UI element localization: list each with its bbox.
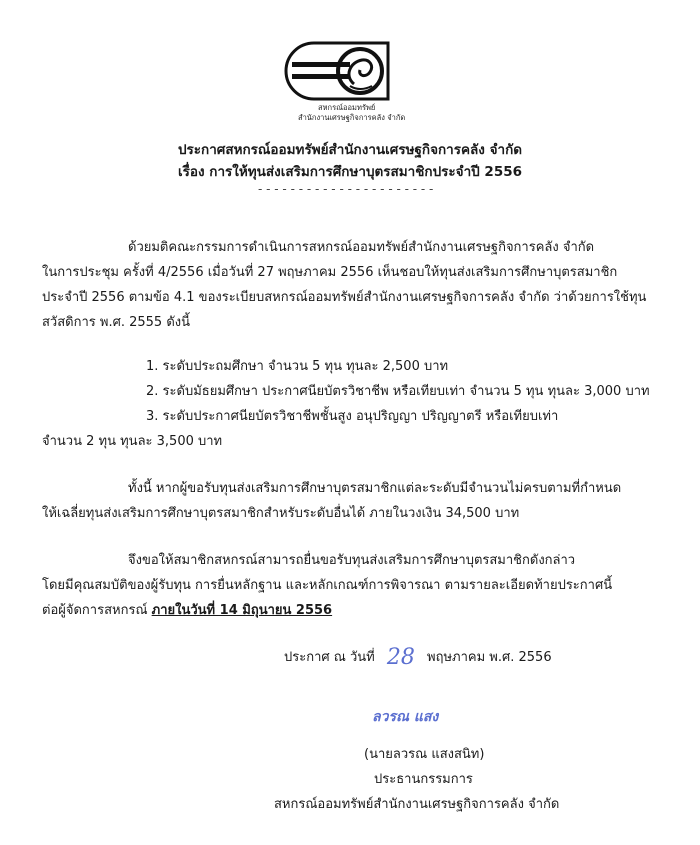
deadline-prefix: ต่อผู้จัดการสหกรณ์ bbox=[42, 603, 152, 618]
paragraph1-line4: สวัสดิการ พ.ศ. 2555 ดังนี้ bbox=[42, 315, 191, 330]
announce-suffix: พฤษภาคม พ.ศ. 2556 bbox=[427, 650, 552, 665]
list-item-continuation: จำนวน 2 ทุน ทุนละ 3,500 บาท bbox=[42, 434, 223, 449]
announcement-title: ประกาศสหกรณ์ออมทรัพย์สำนักงานเศรษฐกิจการคลัง จำกัด bbox=[177, 142, 523, 158]
announcement-subject: เรื่อง การให้ทุนส่งเสริมการศึกษาบุตรสมาชิกประจำปี 2556 bbox=[178, 164, 522, 180]
signer-position: ประธานกรรมการ bbox=[374, 772, 473, 787]
paragraph3-line1: จึงขอให้สมาชิกสหกรณ์สามารถยื่นขอรับทุนส่งเสริมการศึกษาบุตรสมาชิกดังกล่าว bbox=[128, 553, 576, 568]
signature-scribble: ลวรณ แสง bbox=[372, 709, 439, 725]
announce-prefix: ประกาศ ณ วันที่ bbox=[284, 650, 375, 665]
logo-org-line1: สหกรณ์ออมทรัพย์ bbox=[318, 103, 376, 112]
list-item: 1. ระดับประถมศึกษา จำนวน 5 ทุน ทุนละ 2,500 บาท bbox=[146, 359, 449, 374]
title-divider: - - - - - - - - - - - - - - - - - - - - - - bbox=[258, 182, 434, 196]
cooperative-logo bbox=[284, 40, 398, 102]
logo-emblem-icon bbox=[284, 40, 398, 102]
list-item: 3. ระดับประกาศนียบัตรวิชาชีพชั้นสูง อนุปริญญา ปริญญาตรี หรือเทียบเท่า bbox=[146, 409, 559, 424]
signer-name: (นายลวรณ แสงสนิท) bbox=[364, 747, 485, 762]
announce-day-handwritten: 28 bbox=[386, 645, 415, 670]
paragraph2-line1: ทั้งนี้ หากผู้ขอรับทุนส่งเสริมการศึกษาบุตรสมาชิกแต่ละระดับมีจำนวนไม่ครบตามที่กำหนด bbox=[128, 481, 622, 496]
deadline-date: ภายในวันที่ 14 มิถุนายน 2556 bbox=[151, 603, 333, 618]
announce-date bbox=[284, 645, 552, 670]
paragraph3-line3 bbox=[42, 599, 332, 620]
paragraph1-line1: ด้วยมติคณะกรรมการดำเนินการสหกรณ์ออมทรัพย์สำนักงานเศรษฐกิจการคลัง จำกัด bbox=[128, 240, 595, 255]
paragraph2-line2: ให้เฉลี่ยทุนส่งเสริมการศึกษาบุตรสมาชิกสำหรับระดับอื่นได้ ภายในวงเงิน 34,500 บาท bbox=[42, 506, 520, 521]
signer-organization: สหกรณ์ออมทรัพย์สำนักงานเศรษฐกิจการคลัง จำกัด bbox=[274, 797, 560, 812]
paragraph1-line3: ประจำปี 2556 ตามข้อ 4.1 ของระเบียบสหกรณ์ออมทรัพย์สำนักงานเศรษฐกิจการคลัง จำกัด ว่าด้วยการใช้ทุน bbox=[42, 290, 647, 305]
paragraph1-line2: ในการประชุม ครั้งที่ 4/2556 เมื่อวันที่ 27 พฤษภาคม 2556 เห็นชอบให้ทุนส่งเสริมการศึกษาบุตรสมาชิก bbox=[42, 265, 618, 280]
logo-org-line2: สำนักงานเศรษฐกิจการคลัง จำกัด bbox=[298, 113, 406, 122]
list-item: 2. ระดับมัธยมศึกษา ประกาศนียบัตรวิชาชีพ หรือเทียบเท่า จำนวน 5 ทุน ทุนละ 3,000 บาท bbox=[146, 384, 650, 399]
paragraph3-line2: โดยมีคุณสมบัติของผู้รับทุน การยื่นหลักฐาน และหลักเกณฑ์การพิจารณา ตามรายละเอียดท้ายประกาศนี้ bbox=[42, 578, 613, 593]
